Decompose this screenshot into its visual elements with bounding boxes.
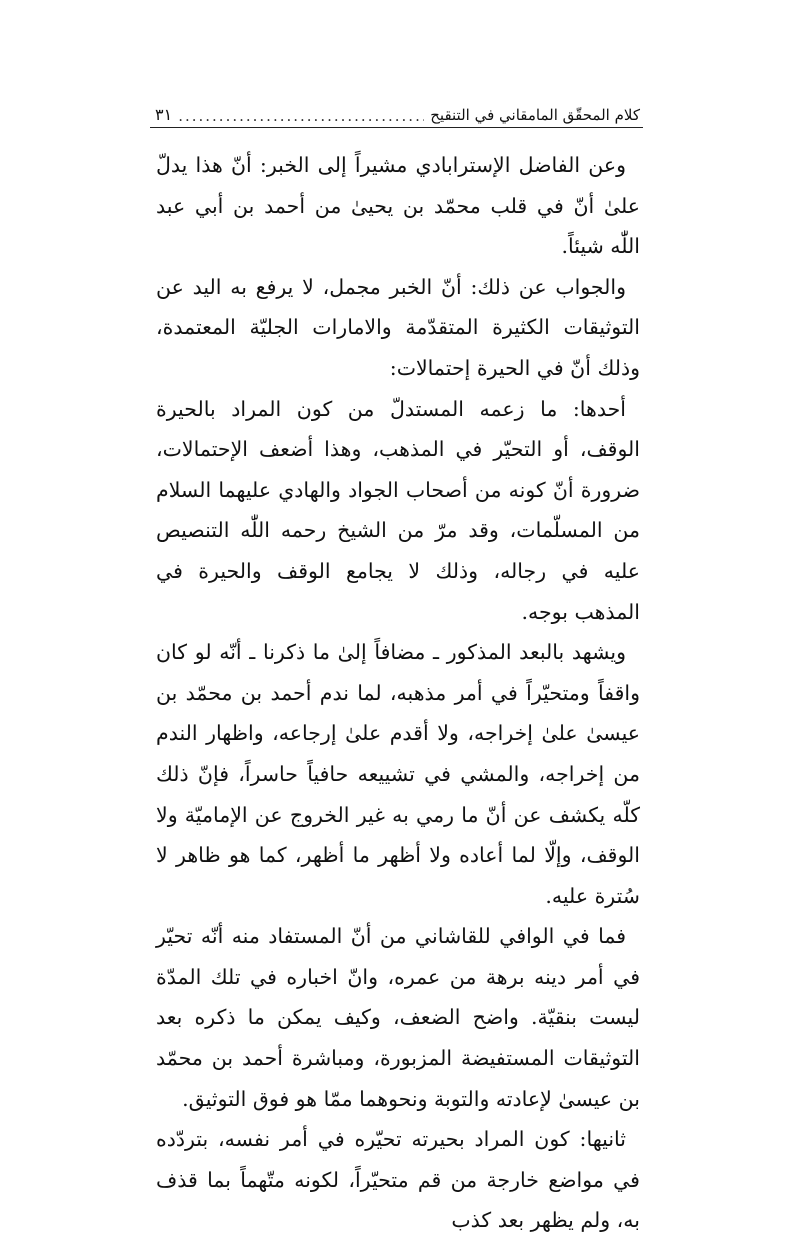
paragraph: وعن الفاضل الإسترابادي مشيراً إلى الخبر: أنّ هذا يدلّ علىٰ أنّ في قلب محمّد بن يحيىٰ من أحمد بن أبي عبد اللّٰه شيئاً.	[156, 153, 640, 259]
header-title: كلام المحقّق المامقاني في التنقيح	[430, 106, 640, 124]
header-dot-leader	[178, 109, 424, 124]
paragraph: والجواب عن ذلك: أنّ الخبر مجمل، لا يرفع به اليد عن التوثيقات الكثيرة المتقدّمة والامارات الجليّة المعتمدة، وذلك أنّ في الحيرة إحتمالات:	[156, 274, 640, 380]
paragraph: ثانيها: كون المراد بحيرته تحيّره في أمر نفسه، بتردّده في مواضع خارجة من قم متحيّراً، لكونه متّهماً بما قذف به، ولم يظهر بعد كذب	[156, 1127, 640, 1233]
paragraph: ويشهد بالبعد المذكور ـ مضافاً إلىٰ ما ذكرنا ـ أنّه لو كان واقفاً ومتحيّراً في أمر مذهبه، لما ندم أحمد بن محمّد بن عيسىٰ علىٰ إخراجه، ولا أقدم علىٰ إرجاعه، واظهار الندم من إخراجه، والمشي في تشييعه حافياً حاسراً، فإنّ ذلك كلّه يكشف عن أنّ ما رمي به غير الخروج عن الإماميّة ولا الوقف، وإلّا لما أعاده ولا أظهر ما أظهر، كما هو ظاهر لا سُترة عليه.	[156, 640, 640, 908]
running-header	[155, 94, 640, 124]
paragraph: فما في الوافي للقاشاني من أنّ المستفاد منه أنّه تحيّر في أمر دينه برهة من عمره، وانّ اخباره في تلك المدّة ليست بنقيّة. واضح الضعف، وكيف يمكن ما ذكره بعد التوثيقات المستفيضة المزبورة، ومباشرة أحمد بن محمّد بن عيسىٰ لإعادته والتوبة ونحوهما ممّا هو فوق التوثيق.	[156, 924, 640, 1111]
paragraph: أحدها: ما زعمه المستدلّ من كون المراد بالحيرة الوقف، أو التحيّر في المذهب، وهذا أضعف الإحتمالات، ضرورة أنّ كونه من أصحاب الجواد والهادي عليهما السلام من المسلّمات، وقد مرّ من الشيخ رحمه اللّٰه التنصيص عليه في رجاله، وذلك لا يجامع الوقف والحيرة في المذهب بوجه.	[156, 396, 640, 624]
page-number: ٣١	[155, 105, 173, 124]
header-rule	[150, 127, 643, 128]
body-text	[156, 145, 640, 1241]
